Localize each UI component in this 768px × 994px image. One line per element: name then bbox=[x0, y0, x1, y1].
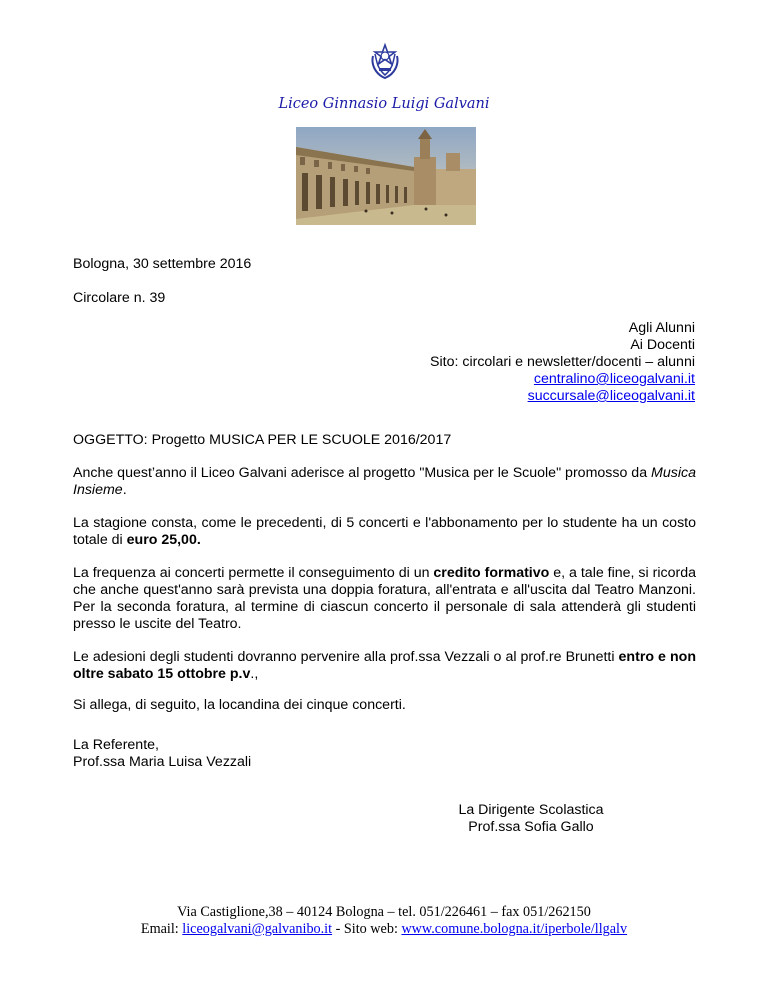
subject-line: OGGETTO: Progetto MUSICA PER LE SCUOLE 2016/2017 bbox=[73, 432, 452, 448]
paragraph-4: Le adesioni degli studenti dovranno pervenire alla prof.ssa Vezzali o al prof.re Brunetti entro e non oltre sabato 15 ottobre p.v., bbox=[73, 649, 696, 682]
paragraph-3: La frequenza ai concerti permette il conseguimento di un credito formativo e, a tale fine, si ricorda che anche quest'anno sarà prevista una doppia foratura, all'entrata e all'uscita dal Teatro Manzoni. Per la seconda foratura, al termine di ciascun concerto il personale di sala attenderà gli studenti presso le uscite del Teatro. bbox=[73, 565, 696, 632]
paragraph-2: La stagione consta, come le precedenti, di 5 concerti e l'abbonamento per lo studente ha un costo totale di euro 25,00. bbox=[73, 515, 696, 548]
dirigente-role: La Dirigente Scolastica bbox=[458, 802, 604, 818]
footer-contacts: Email: liceogalvani@galvanibo.it - Sito web: www.comune.bologna.it/iperbole/llgalv bbox=[140, 921, 628, 937]
recipient-site: Sito: circolari e newsletter/docenti – alunni bbox=[430, 354, 695, 370]
recipient-students: Agli Alunni bbox=[628, 320, 695, 336]
referente-role: La Referente, bbox=[73, 737, 159, 753]
paragraph-5: Si allega, di seguito, la locandina dei cinque concerti. bbox=[73, 697, 406, 713]
email-centralino-link[interactable]: centralino@liceogalvani.it bbox=[533, 371, 695, 387]
recipient-teachers: Ai Docenti bbox=[630, 337, 695, 353]
school-name: Liceo Ginnasio Luigi Galvani bbox=[278, 96, 490, 112]
paragraph-1: Anche quest’anno il Liceo Galvani aderisce al progetto "Musica per le Scuole" promosso da Musica Insieme. bbox=[73, 465, 696, 498]
email-succursale-link[interactable]: succursale@liceogalvani.it bbox=[527, 388, 695, 404]
historical-building-image bbox=[296, 127, 476, 225]
circular-number: Circolare n. 39 bbox=[73, 290, 166, 306]
footer-website-link[interactable]: www.comune.bologna.it/iperbole/llgalv bbox=[401, 921, 628, 937]
footer-address: Via Castiglione,38 – 40124 Bologna – tel. 051/226461 – fax 051/262150 bbox=[177, 904, 591, 920]
footer-email-link[interactable]: liceogalvani@galvanibo.it bbox=[182, 921, 333, 937]
dirigente-name: Prof.ssa Sofia Gallo bbox=[468, 819, 594, 835]
referente-name: Prof.ssa Maria Luisa Vezzali bbox=[73, 754, 252, 770]
republic-emblem-icon bbox=[369, 42, 401, 80]
date-line: Bologna, 30 settembre 2016 bbox=[73, 256, 252, 272]
